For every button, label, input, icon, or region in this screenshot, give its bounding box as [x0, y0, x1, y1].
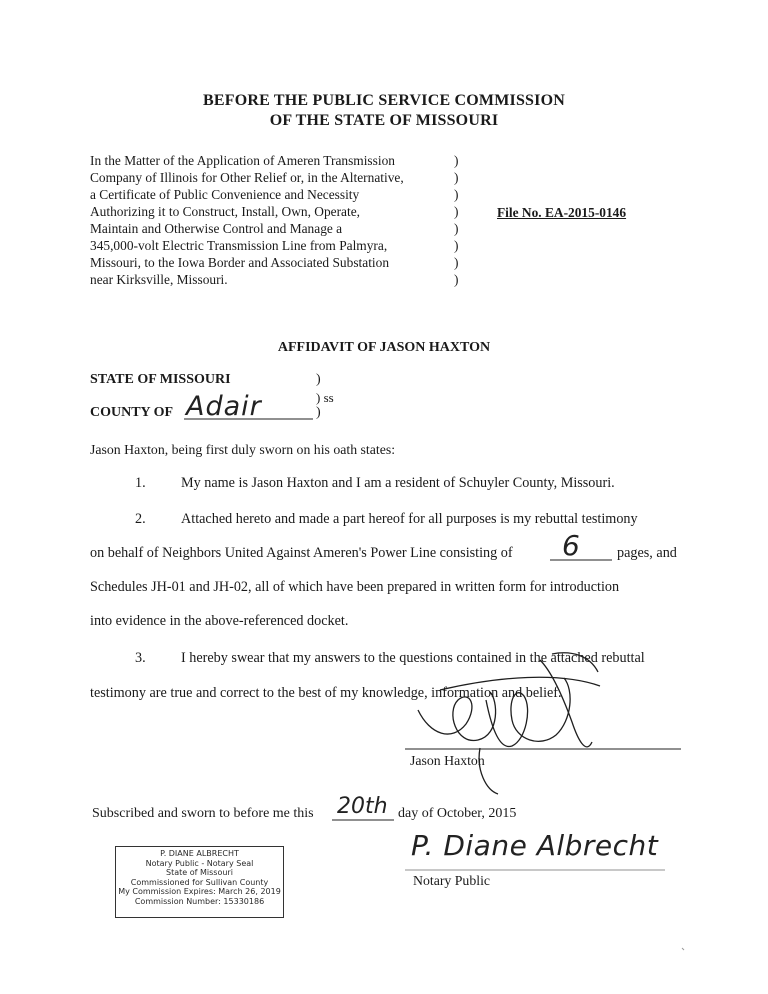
affidavit-title: AFFIDAVIT OF JASON HAXTON	[277, 340, 491, 355]
para-2-line-4: into evidence in the above-referenced docket.	[90, 613, 349, 629]
stamp-line: My Commission Expires: March 26, 2019	[118, 887, 281, 897]
venue-state: STATE OF MISSOURI	[90, 372, 231, 387]
caption-paren: )	[454, 255, 459, 270]
venue-paren: )	[316, 372, 321, 387]
para-3-number: 3.	[135, 650, 146, 666]
stamp-line: P. DIANE ALBRECHT	[160, 849, 239, 858]
caption-line: Missouri, to the Iowa Border and Associated Substation	[90, 255, 390, 270]
caption-paren: )	[454, 221, 459, 236]
caption-line: Authorizing it to Construct, Install, Own, Operate,	[90, 204, 360, 219]
para-3-line-2: testimony are true and correct to the best of my knowledge, information and belief.	[90, 685, 562, 701]
document-title-line-2: OF THE STATE OF MISSOURI	[269, 112, 499, 129]
caption-line: a Certificate of Public Convenience and Necessity	[90, 187, 360, 202]
subscribed-pre: Subscribed and sworn to before me this	[92, 806, 314, 821]
caption-paren: )	[454, 153, 459, 168]
para-3-line-1: I hereby swear that my answers to the questions contained in the attached rebuttal	[181, 650, 645, 666]
signature-scribble	[418, 653, 600, 794]
para-2-line-2-pre: on behalf of Neighbors United Against Ameren's Power Line consisting of	[90, 545, 513, 561]
caption-line: near Kirksville, Missouri.	[90, 272, 228, 287]
subscribed-post: day of October, 2015	[398, 806, 517, 821]
caption-paren: )	[454, 187, 459, 202]
caption-line: Company of Illinois for Other Relief or, in the Alternative,	[90, 170, 404, 185]
para-1-number: 1.	[135, 475, 146, 491]
caption-line: Maintain and Otherwise Control and Manage a	[90, 221, 343, 236]
intro-text: Jason Haxton, being first duly sworn on his oath states:	[90, 442, 396, 457]
para-2-line-3: Schedules JH-01 and JH-02, all of which have been prepared in written form for introduction	[90, 579, 620, 595]
document-title-line-1: BEFORE THE PUBLIC SERVICE COMMISSION	[203, 92, 565, 109]
para-2-line-1: Attached hereto and made a part hereof for all purposes is my rebuttal testimony	[181, 511, 638, 527]
stamp-line: Notary Public - Notary Seal	[145, 858, 254, 868]
caption-paren: )	[454, 272, 459, 287]
caption-paren: )	[454, 170, 459, 185]
stamp-line: Commission Number: 15330186	[134, 896, 265, 906]
pages-handwritten: 6	[562, 529, 580, 562]
day-handwritten: 20th	[337, 794, 388, 819]
notary-public-label: Notary Public	[413, 873, 491, 888]
caption-line: 345,000-volt Electric Transmission Line from Palmyra,	[90, 238, 388, 253]
stamp-line: State of Missouri	[166, 868, 233, 878]
venue-county-label: COUNTY OF	[90, 405, 174, 420]
notary-signature-handwritten: P. Diane Albrecht	[411, 829, 659, 862]
para-1-text: My name is Jason Haxton and I am a resident of Schuyler County, Missouri.	[181, 475, 615, 491]
caption-paren: )	[454, 238, 459, 253]
venue-ss: ) ss	[316, 390, 334, 405]
para-2-number: 2.	[135, 511, 146, 527]
para-2-line-2-post: pages, and	[617, 545, 677, 561]
caption-paren: )	[454, 204, 459, 219]
signatory-name: Jason Haxton	[410, 753, 485, 768]
scan-mark	[682, 948, 684, 950]
stamp-line: Commissioned for Sullivan County	[130, 877, 269, 887]
venue-paren: )	[316, 405, 321, 420]
file-number: File No. EA-2015-0146	[497, 205, 627, 220]
county-handwritten: Adair	[186, 391, 262, 422]
caption-line: In the Matter of the Application of Ameren Transmission	[90, 153, 395, 168]
